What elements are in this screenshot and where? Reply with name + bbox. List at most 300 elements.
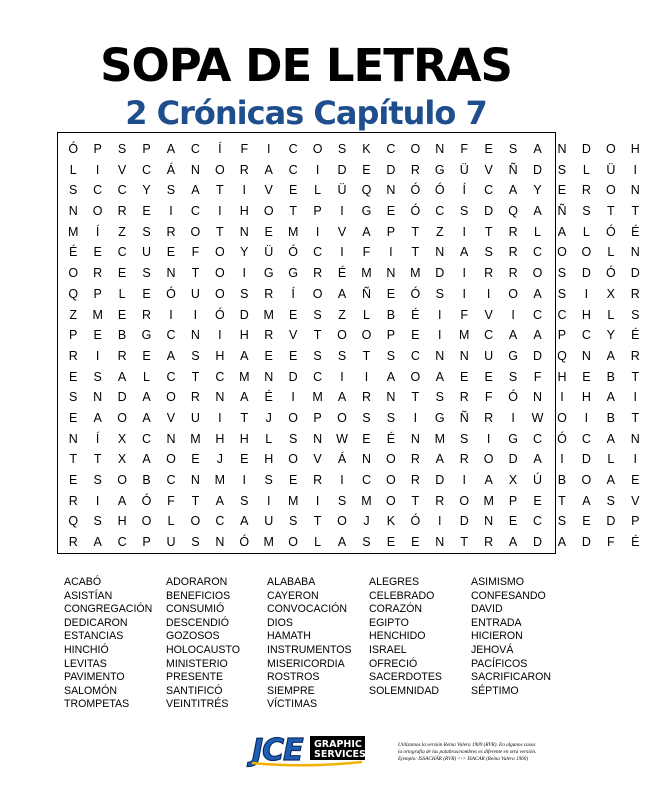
grid-letter: T bbox=[216, 224, 224, 239]
grid-letter: V bbox=[288, 328, 298, 343]
word-item: ROSTROS bbox=[267, 671, 320, 684]
grid-letter: O bbox=[190, 224, 201, 239]
grid-letter: C bbox=[557, 307, 567, 322]
grid-letter: M bbox=[68, 224, 79, 239]
grid-letter: Ó bbox=[288, 245, 299, 260]
grid-letter: F bbox=[240, 142, 249, 156]
grid-letter: Ñ bbox=[459, 410, 469, 425]
word-column bbox=[369, 576, 471, 712]
grid-letter: S bbox=[362, 535, 371, 550]
grid-letter: É bbox=[631, 224, 640, 239]
grid-letter: S bbox=[93, 514, 102, 529]
word-item: CONFESANDO bbox=[471, 589, 546, 602]
grid-letter: R bbox=[239, 162, 249, 177]
grid-letter: O bbox=[263, 204, 274, 219]
word-item: HINCHIÓ bbox=[64, 643, 109, 656]
grid-letter: I bbox=[389, 245, 393, 260]
grid-row bbox=[61, 387, 648, 408]
grid-letter: H bbox=[581, 307, 591, 322]
grid-letter: Ú bbox=[533, 473, 543, 487]
grid-letter: G bbox=[434, 162, 445, 177]
jce-logo bbox=[250, 730, 365, 768]
grid-letter: D bbox=[117, 390, 127, 405]
grid-letter: R bbox=[264, 286, 274, 301]
grid-letter: R bbox=[264, 328, 274, 343]
grid-letter: I bbox=[560, 452, 564, 467]
grid-letter: G bbox=[288, 266, 299, 281]
word-item: HOLOCAUSTO bbox=[166, 643, 240, 656]
grid-letter: O bbox=[214, 162, 225, 177]
grid-letter: R bbox=[630, 348, 640, 363]
grid-letter: D bbox=[435, 473, 445, 487]
word-item: HAMATH bbox=[267, 630, 311, 643]
grid-letter: E bbox=[460, 369, 469, 384]
grid-letter: I bbox=[218, 328, 222, 343]
grid-letter: F bbox=[191, 245, 200, 260]
grid-letter: N bbox=[581, 348, 591, 363]
grid-letter: N bbox=[166, 266, 176, 281]
grid-letter: I bbox=[242, 473, 247, 487]
grid-letter: E bbox=[386, 286, 396, 301]
grid-letter: O bbox=[581, 245, 592, 260]
grid-row bbox=[61, 160, 648, 181]
grid-letter: Z bbox=[118, 224, 126, 239]
grid-letter: F bbox=[167, 493, 175, 508]
grid-letter: O bbox=[190, 514, 201, 529]
grid-letter: A bbox=[533, 452, 542, 467]
grid-letter: F bbox=[460, 142, 469, 156]
grid-letter: S bbox=[93, 473, 102, 487]
grid-letter: V bbox=[484, 162, 493, 177]
grid-letter: N bbox=[239, 224, 249, 239]
grid-letter: T bbox=[607, 204, 615, 219]
grid-letter: E bbox=[117, 266, 127, 281]
word-item: INSTRUMENTOS bbox=[267, 643, 352, 656]
grid-letter: P bbox=[508, 493, 518, 508]
grid-letter: S bbox=[69, 183, 78, 198]
grid-letter: G bbox=[361, 204, 372, 219]
grid-letter: T bbox=[631, 204, 640, 219]
grid-row bbox=[61, 180, 648, 201]
word-item: VEINTITRÉS bbox=[166, 698, 229, 711]
grid-letter: A bbox=[606, 431, 616, 446]
grid-letter: C bbox=[190, 142, 200, 156]
grid-letter: V bbox=[166, 410, 176, 425]
grid-letter: I bbox=[266, 493, 271, 508]
grid-letter: S bbox=[557, 514, 567, 529]
grid-letter: M bbox=[263, 307, 274, 322]
grid-letter: P bbox=[386, 328, 396, 343]
grid-letter: R bbox=[508, 245, 518, 260]
word-column bbox=[267, 576, 369, 712]
grid-letter: P bbox=[386, 224, 396, 239]
grid-letter: B bbox=[117, 328, 127, 343]
grid-letter: O bbox=[386, 493, 396, 508]
grid-letter: C bbox=[288, 162, 298, 177]
grid-letter: A bbox=[582, 493, 591, 508]
grid-letter: Ñ bbox=[361, 286, 371, 301]
grid-letter: H bbox=[239, 204, 249, 219]
word-item: MISERICORDIA bbox=[267, 657, 345, 670]
grid-letter: U bbox=[190, 410, 200, 425]
word-item: EGIPTO bbox=[369, 616, 409, 629]
grid-letter: Ó bbox=[141, 493, 152, 508]
grid-letter: E bbox=[386, 535, 396, 550]
grid-letter: N bbox=[459, 348, 469, 363]
grid-letter: T bbox=[216, 183, 224, 198]
grid-letter: Í bbox=[218, 142, 222, 156]
grid-letter: C bbox=[190, 204, 200, 219]
grid-letter: H bbox=[581, 390, 591, 405]
grid-letter: I bbox=[413, 410, 418, 425]
grid-letter: C bbox=[581, 328, 591, 343]
grid-letter: M bbox=[214, 473, 226, 487]
grid-letter: N bbox=[68, 431, 78, 446]
grid-letter: O bbox=[214, 286, 225, 301]
grid-letter: S bbox=[69, 390, 78, 405]
grid-letter: S bbox=[313, 348, 322, 363]
grid-letter: R bbox=[435, 493, 445, 508]
grid-letter: D bbox=[533, 162, 543, 177]
grid-letter: D bbox=[508, 452, 518, 467]
grid-letter: P bbox=[313, 204, 322, 219]
grid-letter: L bbox=[582, 162, 590, 177]
word-item: CORAZÓN bbox=[369, 603, 422, 616]
grid-letter: C bbox=[142, 431, 152, 446]
grid-letter: M bbox=[263, 535, 274, 550]
word-item: SÉPTIMO bbox=[471, 684, 519, 697]
grid-letter: I bbox=[315, 493, 320, 508]
grid-letter: A bbox=[166, 142, 176, 156]
grid-letter: Ó bbox=[239, 535, 250, 550]
grid-letter: T bbox=[411, 493, 420, 508]
grid-letter: E bbox=[142, 286, 151, 301]
word-item: SACERDOTES bbox=[369, 671, 442, 684]
grid-letter: N bbox=[435, 348, 445, 363]
word-item: PRESENTE bbox=[166, 671, 224, 684]
word-item: PACÍFICOS bbox=[471, 657, 528, 670]
grid-letter: M bbox=[459, 328, 470, 343]
grid-letter: P bbox=[93, 286, 102, 301]
grid-letter: O bbox=[288, 410, 299, 425]
grid-letter: A bbox=[435, 452, 444, 467]
grid-letter: D bbox=[581, 266, 591, 281]
grid-letter: E bbox=[582, 514, 591, 529]
grid-letter: R bbox=[166, 224, 176, 239]
grid-letter: E bbox=[484, 142, 493, 156]
grid-letter: I bbox=[218, 410, 222, 425]
grid-letter: S bbox=[484, 245, 493, 260]
grid-letter: J bbox=[216, 452, 223, 467]
grid-letter: E bbox=[288, 183, 298, 198]
grid-letter: L bbox=[143, 369, 150, 384]
grid-letter: N bbox=[93, 390, 103, 405]
word-item: DIOS bbox=[267, 616, 293, 629]
grid-letter: E bbox=[142, 204, 151, 219]
grid-letter: É bbox=[631, 328, 640, 343]
grid-letter: S bbox=[460, 431, 469, 446]
grid-letter: V bbox=[264, 183, 273, 198]
grid-letter: L bbox=[534, 224, 541, 239]
grid-letter: Ó bbox=[557, 431, 567, 446]
grid-row bbox=[61, 263, 648, 284]
grid-letter: I bbox=[95, 162, 100, 177]
grid-letter: H bbox=[630, 142, 640, 156]
grid-letter: M bbox=[287, 493, 299, 508]
grid-letter: A bbox=[240, 348, 249, 363]
word-item: DAVID bbox=[471, 603, 503, 616]
grid-letter: O bbox=[557, 245, 567, 260]
grid-letter: N bbox=[190, 328, 200, 343]
grid-letter: Q bbox=[68, 514, 79, 529]
word-column bbox=[64, 576, 166, 712]
grid-letter: T bbox=[411, 390, 420, 405]
word-item: MINISTERIO bbox=[166, 657, 228, 670]
grid-letter: A bbox=[337, 286, 347, 301]
grid-letter: O bbox=[459, 493, 470, 508]
grid-letter: R bbox=[410, 452, 420, 467]
grid-letter: P bbox=[313, 410, 322, 425]
grid-letter: U bbox=[190, 286, 200, 301]
grid-letter: N bbox=[533, 390, 543, 405]
grid-letter: T bbox=[411, 245, 420, 260]
grid-row bbox=[61, 305, 648, 326]
logo-letters: JCE bbox=[252, 733, 303, 768]
grid-letter: A bbox=[606, 390, 616, 405]
grid-letter: X bbox=[606, 286, 616, 301]
word-item: SALOMÓN bbox=[64, 684, 117, 697]
grid-letter: C bbox=[313, 369, 323, 384]
grid-letter: B bbox=[386, 307, 396, 322]
grid-letter: F bbox=[533, 369, 542, 384]
grid-letter: Y bbox=[142, 183, 151, 198]
grid-letter: N bbox=[264, 369, 274, 384]
grid-letter: A bbox=[93, 410, 102, 425]
grid-letter: D bbox=[581, 452, 591, 467]
grid-letter: Ó bbox=[434, 183, 445, 198]
grid-letter: T bbox=[69, 452, 78, 467]
grid-letter: I bbox=[462, 473, 466, 487]
grid-letter: L bbox=[167, 514, 175, 529]
grid-letter: R bbox=[313, 266, 323, 281]
grid-letter: A bbox=[460, 245, 469, 260]
grid-letter: E bbox=[411, 535, 420, 550]
grid-letter: E bbox=[93, 245, 102, 260]
grid-letter: C bbox=[142, 162, 152, 177]
grid-letter: Á bbox=[166, 162, 176, 177]
grid-letter: C bbox=[166, 328, 176, 343]
grid-letter: O bbox=[605, 142, 616, 156]
grid-row bbox=[61, 449, 648, 470]
grid-letter: R bbox=[459, 452, 469, 467]
grid-letter: N bbox=[630, 431, 640, 446]
grid-letter: S bbox=[191, 535, 200, 550]
grid-letter: C bbox=[117, 245, 127, 260]
grid-letter: O bbox=[68, 266, 79, 281]
grid-letter: D bbox=[459, 514, 469, 529]
grid-letter: O bbox=[532, 266, 543, 281]
grid-letter: Z bbox=[338, 307, 346, 322]
grid-letter: I bbox=[462, 286, 466, 301]
grid-letter: I bbox=[511, 307, 515, 322]
grid-letter: T bbox=[631, 410, 640, 425]
grid-letter: I bbox=[242, 266, 247, 281]
grid-letter: E bbox=[69, 369, 78, 384]
grid-letter: A bbox=[557, 224, 567, 239]
grid-letter: R bbox=[68, 348, 78, 363]
note-line: Ejemplo: ISSACHÁR (RVR) <-> ISACAR (Reina Valera 1960) bbox=[398, 756, 529, 762]
grid-letter: K bbox=[386, 514, 396, 529]
grid-letter: A bbox=[386, 369, 396, 384]
grid-letter: R bbox=[508, 224, 518, 239]
grid-letter: R bbox=[508, 266, 518, 281]
grid-letter: L bbox=[265, 431, 273, 446]
grid-letter: O bbox=[214, 245, 225, 260]
grid-letter: É bbox=[264, 390, 273, 405]
grid-letter: S bbox=[93, 369, 102, 384]
grid-letter: H bbox=[239, 328, 249, 343]
grid-letter: Ñ bbox=[557, 204, 567, 219]
grid-letter: V bbox=[337, 224, 347, 239]
grid-letter: X bbox=[508, 473, 518, 487]
grid-row bbox=[61, 201, 648, 222]
grid-letter: P bbox=[93, 142, 102, 156]
letter-grid-frame bbox=[57, 132, 640, 554]
grid-letter: M bbox=[361, 266, 372, 281]
grid-letter: A bbox=[142, 390, 151, 405]
grid-letter: D bbox=[630, 266, 640, 281]
grid-letter: E bbox=[288, 307, 298, 322]
grid-letter: S bbox=[191, 348, 200, 363]
page-subtitle: 2 Crónicas Capítulo 7 bbox=[125, 94, 487, 132]
grid-letter: T bbox=[93, 452, 102, 467]
grid-letter: A bbox=[533, 328, 542, 343]
grid-letter: J bbox=[265, 410, 272, 425]
grid-letter: R bbox=[142, 307, 152, 322]
grid-letter: A bbox=[166, 348, 176, 363]
grid-letter: V bbox=[484, 307, 493, 322]
grid-letter: C bbox=[533, 245, 543, 260]
grid-letter: T bbox=[460, 535, 469, 550]
grid-letter: S bbox=[386, 410, 396, 425]
word-item: JEHOVÁ bbox=[471, 643, 514, 656]
grid-letter: O bbox=[312, 142, 323, 156]
grid-letter: H bbox=[557, 369, 567, 384]
grid-letter: I bbox=[266, 142, 271, 156]
grid-letter: A bbox=[337, 535, 347, 550]
grid-letter: L bbox=[362, 307, 370, 322]
grid-letter: I bbox=[511, 410, 515, 425]
letter-grid bbox=[61, 139, 648, 553]
grid-letter: M bbox=[410, 266, 421, 281]
grid-letter: M bbox=[190, 431, 201, 446]
grid-letter: L bbox=[607, 452, 615, 467]
grid-letter: É bbox=[386, 431, 396, 446]
grid-letter: Ó bbox=[605, 266, 616, 281]
grid-letter: A bbox=[215, 493, 225, 508]
grid-letter: C bbox=[117, 183, 127, 198]
grid-letter: N bbox=[361, 452, 371, 467]
grid-letter: O bbox=[361, 328, 372, 343]
grid-letter: Í bbox=[95, 431, 100, 446]
grid-letter: N bbox=[386, 266, 396, 281]
grid-letter: N bbox=[215, 390, 225, 405]
grid-letter: D bbox=[435, 266, 445, 281]
grid-letter: U bbox=[142, 245, 152, 260]
word-item: ACABÓ bbox=[64, 576, 102, 588]
grid-letter: N bbox=[435, 245, 445, 260]
grid-letter: S bbox=[435, 390, 444, 405]
grid-letter: L bbox=[607, 307, 615, 322]
grid-letter: Z bbox=[435, 224, 444, 239]
grid-letter: R bbox=[410, 162, 420, 177]
grid-letter: C bbox=[410, 348, 420, 363]
grid-letter: M bbox=[312, 390, 323, 405]
grid-letter: A bbox=[117, 369, 127, 384]
word-item: ISRAEL bbox=[369, 643, 407, 656]
grid-letter: W bbox=[336, 431, 348, 446]
grid-letter: T bbox=[631, 369, 640, 384]
grid-letter: S bbox=[557, 162, 567, 177]
grid-letter: E bbox=[191, 452, 200, 467]
word-item: DEDICARON bbox=[64, 616, 128, 629]
grid-letter: T bbox=[313, 514, 322, 529]
grid-letter: C bbox=[166, 473, 176, 487]
word-item: ASIMISMO bbox=[471, 576, 524, 588]
grid-letter: O bbox=[117, 473, 127, 487]
grid-letter: A bbox=[533, 204, 542, 219]
grid-letter: R bbox=[313, 473, 323, 487]
grid-letter: M bbox=[239, 369, 250, 384]
grid-letter: Z bbox=[69, 307, 78, 322]
word-item: HICIERON bbox=[471, 630, 523, 643]
grid-letter: N bbox=[313, 431, 323, 446]
grid-letter: S bbox=[631, 307, 640, 322]
grid-letter: I bbox=[193, 307, 198, 322]
word-item: ENTRADA bbox=[471, 616, 522, 629]
grid-letter: N bbox=[410, 431, 420, 446]
note-line: la ortografía de las palabras/nombres es diferente en otra versión. bbox=[398, 749, 537, 755]
grid-letter: S bbox=[435, 286, 444, 301]
version-note bbox=[398, 742, 568, 763]
word-item: DESCENDIÓ bbox=[166, 616, 229, 629]
grid-letter: I bbox=[340, 369, 344, 384]
grid-letter: W bbox=[531, 410, 544, 425]
grid-row bbox=[61, 429, 648, 450]
grid-letter: C bbox=[386, 142, 396, 156]
grid-letter: A bbox=[533, 286, 542, 301]
grid-letter: O bbox=[288, 535, 299, 550]
grid-letter: N bbox=[630, 183, 640, 198]
grid-letter: É bbox=[69, 245, 78, 260]
grid-letter: I bbox=[584, 410, 589, 425]
grid-letter: I bbox=[95, 493, 100, 508]
grid-letter: S bbox=[166, 183, 176, 198]
grid-letter: I bbox=[438, 307, 442, 322]
grid-letter: T bbox=[191, 493, 200, 508]
grid-letter: A bbox=[606, 473, 616, 487]
grid-letter: I bbox=[340, 473, 344, 487]
grid-letter: E bbox=[484, 369, 493, 384]
grid-letter: I bbox=[169, 204, 173, 219]
grid-letter: E bbox=[557, 183, 567, 198]
grid-letter: C bbox=[288, 142, 298, 156]
grid-letter: L bbox=[69, 162, 77, 177]
word-item: ALEGRES bbox=[369, 576, 420, 588]
grid-letter: E bbox=[264, 348, 273, 363]
word-item: ALABABA bbox=[267, 576, 316, 588]
word-item: SANTIFICÓ bbox=[166, 684, 223, 697]
